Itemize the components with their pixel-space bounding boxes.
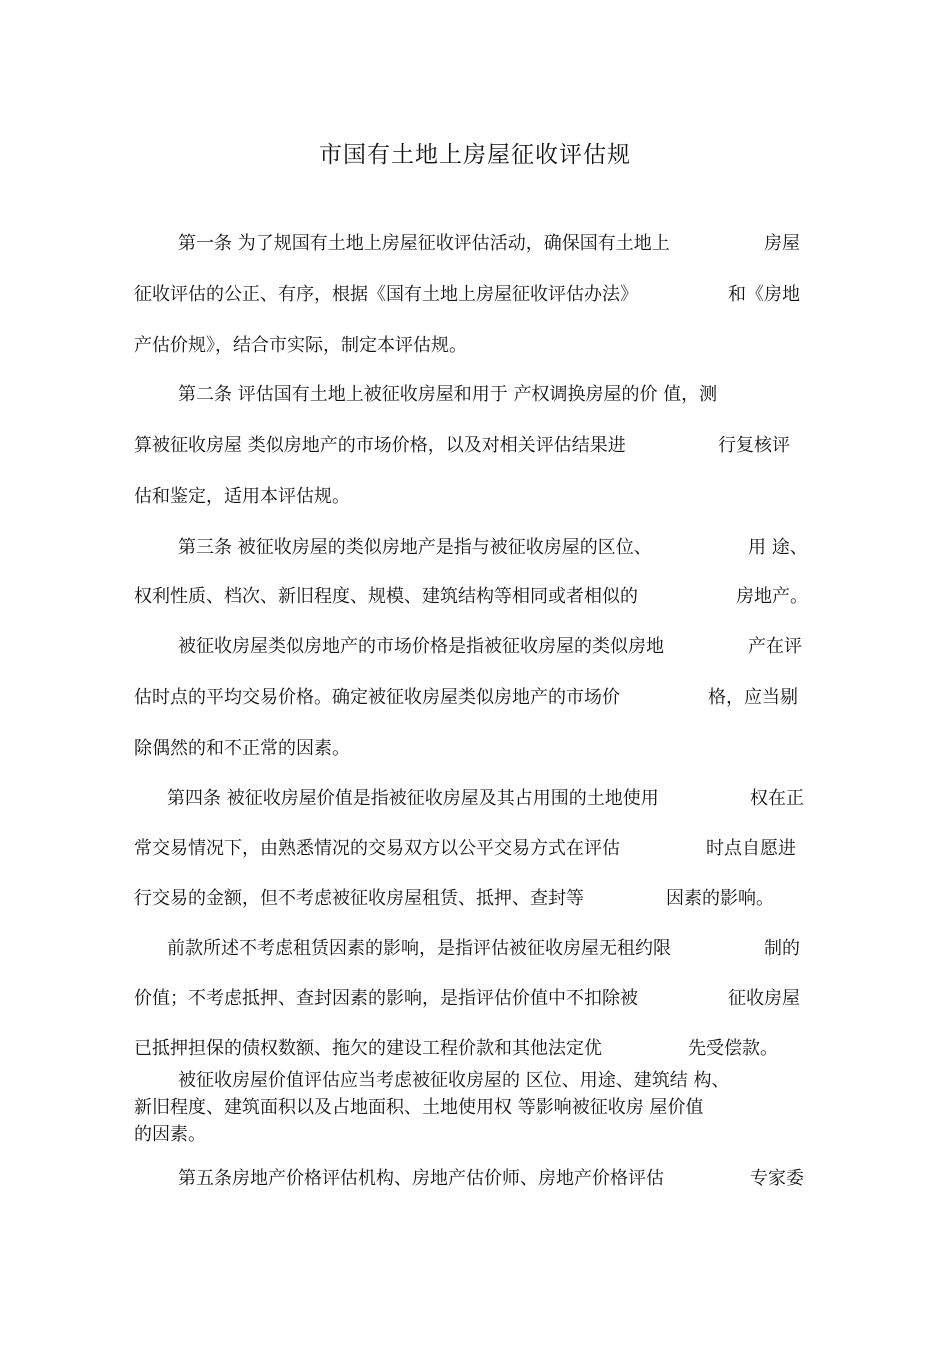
paragraph-line-tail: 时点自愿进 <box>706 838 796 859</box>
paragraph-line-tail: 用 途、 <box>748 537 808 558</box>
paragraph-line: 权利性质、档次、新旧程度、规模、建筑结构等相同或者相似的 <box>134 586 638 607</box>
paragraph-line: 第一条 为了规国有土地上房屋征收评估活动，确保国有土地上 <box>178 233 670 254</box>
paragraph-line: 第五条房地产价格评估机构、房地产估价师、房地产价格评估 <box>178 1168 664 1189</box>
paragraph-line: 产估价规》，结合市实际，制定本评估规。 <box>134 335 467 356</box>
paragraph-line: 被征收房屋价值评估应当考虑被征收房屋的 区位、用途、建筑结 构、 <box>178 1070 730 1091</box>
paragraph-line: 估时点的平均交易价格。确定被征收房屋类似房地产的市场价 <box>134 687 620 708</box>
paragraph-line: 价值；不考虑抵押、查封因素的影响，是指评估价值中不扣除被 <box>134 988 638 1009</box>
paragraph-line-tail: 行复核评 <box>718 435 790 456</box>
paragraph-line: 第二条 评估国有土地上被征收房屋和用于 产权调换房屋的价 值，测 <box>178 384 718 405</box>
paragraph-line: 被征收房屋类似房地产的市场价格是指被征收房屋的类似房地 <box>178 636 664 657</box>
paragraph-line: 前款所述不考虑租赁因素的影响，是指评估被征收房屋无租约限 <box>167 938 671 959</box>
paragraph-line: 已抵押担保的债权数额、拖欠的建设工程价款和其他法定优 <box>134 1038 602 1059</box>
paragraph-line: 的因素。 <box>134 1124 206 1145</box>
paragraph-line-tail: 先受偿款。 <box>688 1038 778 1059</box>
paragraph-line-tail: 和《房地 <box>728 284 800 305</box>
paragraph-line: 征收评估的公正、有序，根据《国有土地上房屋征收评估办法》 <box>134 284 638 305</box>
paragraph-line: 第三条 被征收房屋的类似房地产是指与被征收房屋的区位、 <box>178 537 652 558</box>
paragraph-line-tail: 征收房屋 <box>728 988 800 1009</box>
paragraph-line: 估和鉴定，适用本评估规。 <box>134 486 350 507</box>
paragraph-line-tail: 房地产。 <box>736 586 808 607</box>
paragraph-line-tail: 专家委 <box>750 1168 804 1189</box>
paragraph-line-tail: 房屋 <box>764 233 800 254</box>
paragraph-line: 行交易的金额，但不考虑被征收房屋租赁、抵押、查封等 <box>134 888 584 909</box>
paragraph-line: 新旧程度、建筑面积以及占地面积、土地使用权 等影响被征收房 屋价值 <box>134 1097 704 1118</box>
paragraph-line-tail: 制的 <box>764 938 800 959</box>
paragraph-line-tail: 权在正 <box>750 788 804 809</box>
paragraph-line-tail: 格，应当剔 <box>708 687 798 708</box>
paragraph-line: 除偶然的和不正常的因素。 <box>134 738 350 759</box>
paragraph-line-tail: 产在评 <box>748 636 802 657</box>
paragraph-line-tail: 因素的影响。 <box>666 888 774 909</box>
paragraph-line: 第四条 被征收房屋价值是指被征收房屋及其占用围的土地使用 <box>167 788 659 809</box>
paragraph-line: 算被征收房屋 类似房地产的市场价格，以及对相关评估结果进 <box>134 435 626 456</box>
document-title: 市国有土地上房屋征收评估规 <box>319 142 631 168</box>
paragraph-line: 常交易情况下，由熟悉情况的交易双方以公平交易方式在评估 <box>134 838 620 859</box>
